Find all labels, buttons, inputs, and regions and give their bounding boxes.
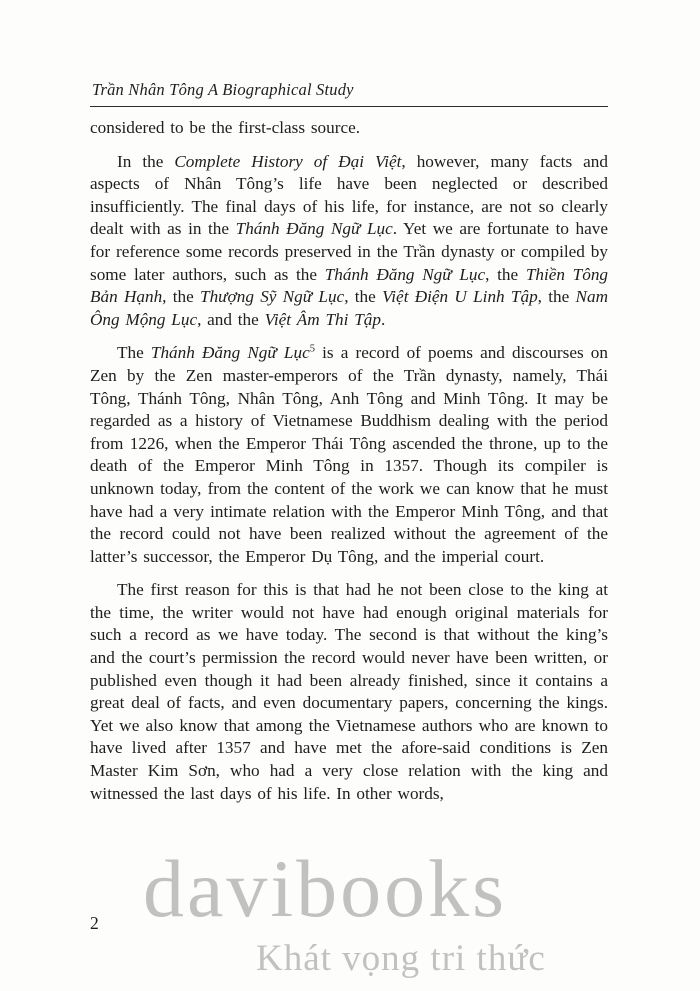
text-segment: The <box>117 343 151 363</box>
text-segment: . <box>380 309 386 329</box>
page-number: 2 <box>90 913 99 933</box>
page-body <box>90 117 608 805</box>
footnote-marker: 5 <box>309 343 315 355</box>
text-segment: , and the <box>197 309 265 329</box>
paragraph <box>90 579 608 805</box>
text-segment: , the <box>344 287 383 307</box>
work-title-italic: Thánh Đăng Ngữ Lục <box>235 219 393 239</box>
text-segment: The first reason for this is that had he not been close to the king at the time, the writer would not have had enough original materials for such a record as we have today. The second is that without the king’s and the court’s permission the record would never have been written, or published even though it had been already finished, since it contains a great deal of facts, and even documentary papers, concerning the kings. Yet we also know that among the Vietnamese authors who are known to have lived after 1357 and have met the afore-said conditions is Zen Master Kim Sơn, who had a very close relation with the king and witnessed the last days of his life. In other words, <box>90 580 608 803</box>
text-segment: . Yet we are fortunate to have for reference some records preserved in the Trần dynasty or compiled by some later authors, such as the <box>90 219 608 284</box>
work-title-italic: Thánh Đăng Ngữ Lục <box>150 343 310 363</box>
page-header <box>90 80 608 107</box>
work-title-italic: Thiền Tông Bản Hạnh <box>90 264 609 307</box>
running-title: Trần Nhân Tông A Biographical Study <box>92 80 354 99</box>
text-segment: In the <box>117 151 175 171</box>
text-segment: , however, many facts and aspects of Nhân Tông’s life have been neglected or described insufficiently. The final days of his life, for instance, are not so clearly dealt with as in the <box>90 151 608 239</box>
work-title-italic: Thánh Đăng Ngữ Lục <box>324 264 486 284</box>
work-title-italic: Việt Điện U Linh Tập <box>382 287 538 307</box>
text-segment: considered to be the first-class source. <box>90 118 360 137</box>
header-rule <box>90 106 608 107</box>
text-segment: , the <box>162 287 201 307</box>
page-footer <box>90 913 99 934</box>
paragraph <box>90 342 608 568</box>
work-title-italic: Thượng Sỹ Ngữ Lục <box>200 287 345 307</box>
watermark-brand-text: davibooks <box>143 843 508 934</box>
work-title-italic: Nam Ông Mộng Lục <box>90 287 609 329</box>
watermark-tagline-text: Khát vọng tri thức <box>256 938 546 979</box>
text-segment: is a record of poems and discourses on Zen by the Zen master-emperors of the Trần dynasty, namely, Thái Tông, Thánh Tông, Nhân Tông, Anh Tông and Minh Tông. It may be regarded as a history of Vietnamese Buddhism dealing with the period from 1226, when the Emperor Thái Tông ascended the throne, up to the death of the Emperor Minh Tông in 1357. Though its compiler is unknown today, from the content of the work we can know that he must have had a very intimate relation with the Emperor Minh Tông, and that the record could not have been realized without the agreement of the latter’s successor, the Emperor Dụ Tông, and the imperial court. <box>90 343 608 566</box>
work-title-italic: Complete History of Đại Việt <box>174 151 402 171</box>
work-title-italic: Việt Âm Thi Tập <box>264 309 381 329</box>
paragraph <box>90 117 608 140</box>
text-segment: , the <box>485 264 526 284</box>
text-segment: , the <box>537 287 576 307</box>
paragraph <box>90 151 608 332</box>
